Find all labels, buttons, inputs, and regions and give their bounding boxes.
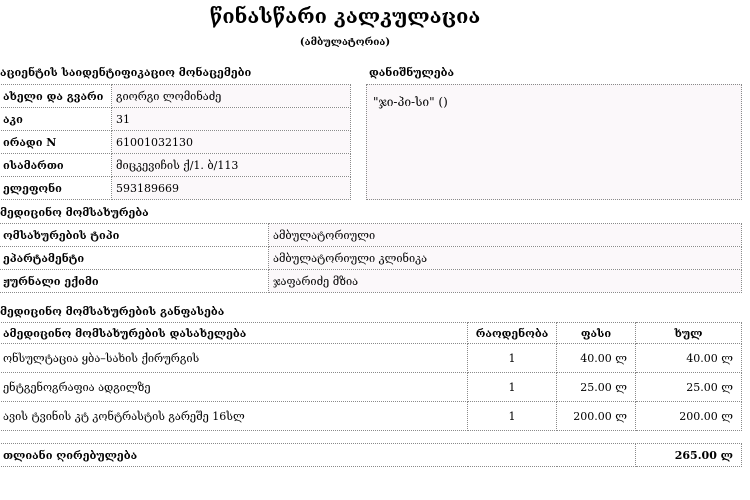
column-header-price: ფასი: [557, 323, 636, 344]
spacer-row: [0, 431, 742, 444]
patient-label: ელეფონი: [0, 177, 112, 200]
cost-item-name: ენტგენოგრაფია ადგილზე: [0, 373, 468, 402]
total-value: 265.00 ლ: [636, 444, 742, 467]
page-title: წინასწარი კალკულაცია: [209, 4, 481, 28]
service-value: ამბულატორიული კლინიკა: [269, 247, 742, 270]
service-label: ომსახურების ტიპი: [0, 224, 269, 247]
page-subtitle: (ამბულატორია): [299, 37, 391, 48]
patient-value: მიცკევიჩის ქ/1. ბ/113: [112, 154, 351, 177]
patient-value: 61001032130: [112, 131, 351, 154]
service-value: ჯაფარიძე მზია: [269, 270, 742, 293]
patient-label: ახელი და გვარი: [0, 85, 112, 108]
cost-item-name: ავის ტვინის კტ კონტრასტის გარეშე 16სლ: [0, 402, 468, 431]
cost-item-qty: 1: [468, 402, 557, 431]
patient-label: ისამართი: [0, 154, 112, 177]
cost-row: [0, 344, 742, 373]
diagnosis-heading: დანიშნულება: [369, 66, 454, 79]
diagnosis-box: [366, 84, 742, 200]
costs-section-heading: მედიცინო მომსახურების განფასება: [0, 305, 225, 318]
service-label: ჟურნალი ექიმი: [0, 270, 269, 293]
cost-row: [0, 402, 742, 431]
cost-item-qty: 1: [468, 373, 557, 402]
patient-label: ირადი N: [0, 131, 112, 154]
patient-row: [0, 85, 351, 108]
total-row: [0, 444, 742, 467]
cost-item-price: 200.00 ლ: [557, 402, 636, 431]
patient-section-heading: აციენტის საიდენტიფიკაციო მონაცემები: [0, 66, 252, 79]
service-row: [0, 247, 742, 270]
service-label: ეპარტამენტი: [0, 247, 269, 270]
patient-table: [0, 84, 351, 200]
costs-header-row: [0, 323, 742, 344]
cost-item-price: 25.00 ლ: [557, 373, 636, 402]
patient-label: აკი: [0, 108, 112, 131]
cost-item-sum: 40.00 ლ: [636, 344, 742, 373]
column-header-qty: რაოდენობა: [468, 323, 557, 344]
diagnosis-text: "ჯი-პი-სი" (): [373, 95, 448, 109]
service-section-heading: მედიცინო მომსახურება: [0, 206, 149, 219]
service-value: ამბულატორიული: [269, 224, 742, 247]
costs-table: [0, 322, 742, 467]
cost-item-qty: 1: [468, 344, 557, 373]
patient-value: გიორგი ლომინაძე: [112, 85, 351, 108]
patient-row: [0, 154, 351, 177]
patient-row: [0, 131, 351, 154]
cost-item-sum: 25.00 ლ: [636, 373, 742, 402]
patient-row: [0, 108, 351, 131]
patient-value: 31: [112, 108, 351, 131]
cost-item-sum: 200.00 ლ: [636, 402, 742, 431]
service-table: [0, 223, 742, 293]
cost-item-name: ონსულტაცია ყბა–სახის ქირურგის: [0, 344, 468, 373]
patient-row: [0, 177, 351, 200]
service-row: [0, 270, 742, 293]
service-row: [0, 224, 742, 247]
column-header-sum: ხულ: [636, 323, 742, 344]
patient-value: 593189669: [112, 177, 351, 200]
total-label: თლიანი ღირებულება: [0, 444, 636, 467]
cost-item-price: 40.00 ლ: [557, 344, 636, 373]
column-header-name: ამედიცინო მომსახურების დასახელება: [0, 323, 468, 344]
spacer-cell: [0, 431, 742, 444]
cost-row: [0, 373, 742, 402]
